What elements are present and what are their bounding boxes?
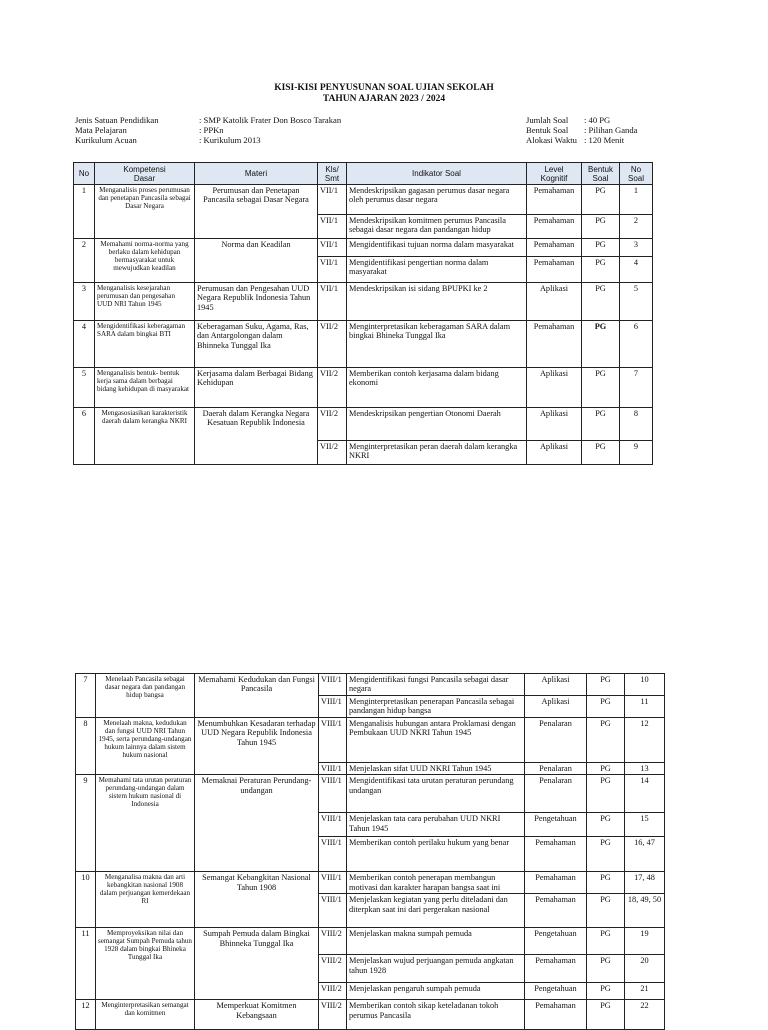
indikator-cell: Menjelaskan kegiatan yang perlu diteladani dan diterpkan saat ini dari pergerakan nasional [347,894,525,928]
kls-cell: VIII/1 [319,718,347,763]
level-cell: Pengetahuan [525,813,587,837]
level-cell: Penalaran [525,775,587,813]
nosoal-cell: 2 [620,215,653,239]
indikator-cell: Mendeskripsikan isi sidang BPUPKI ke 2 [347,283,527,321]
level-cell: Pemahaman [525,955,587,983]
indikator-cell: Memberikan contoh kerjasama dalam bidang ekonomi [347,368,527,408]
kd-cell: Memahami tata urutan peraturan perundang-undangan dalam sistem hukum nasional di Indonesia [96,775,195,872]
nosoal-cell: 17, 48 [625,872,665,894]
kls-cell: VIII/1 [319,837,347,872]
meta-label: Alokasi Waktu [526,135,577,145]
meta-value: : Kurikulum 2013 [199,135,261,145]
col-header-materi: Materi [195,163,318,185]
bentuk-cell: PG [587,928,625,955]
level-cell: Penalaran [525,718,587,763]
nosoal-cell: 15 [625,813,665,837]
indikator-cell: Menjelaskan sifat UUD NKRI Tahun 1945 [347,763,525,775]
kls-cell: VIII/1 [319,894,347,928]
kd-cell: Menganalisis bentuk- bentuk kerja sama dalam berbagai bidang kehidupan di masyarakat [95,368,195,408]
kd-cell: Mengasosiasikan karakteristik daerah dalam kerangka NKRI [95,408,195,465]
level-cell: Pemahaman [527,215,582,239]
indikator-cell: Menjelaskan makna sumpah pemuda [347,928,525,955]
col-header-no: No [74,163,95,185]
kd-cell: Menginterpretasikan semangat dan komitmen [96,1000,195,1030]
level-cell: Pemahaman [527,257,582,283]
kd-cell: Menganalisis kesejarahan perumusan dan pengesahan UUD NRI Tahun 1945 [95,283,195,321]
document-title [14,83,754,105]
table-row [76,718,665,763]
level-cell: Aplikasi [527,441,582,465]
table-row [76,872,665,894]
bentuk-cell: PG [582,368,620,408]
nosoal-cell: 6 [620,321,653,368]
indikator-cell: Menganalisis hubungan antara Proklamasi dengan Pembukaan UUD NKRI Tahun 1945 [347,718,525,763]
meta-value: : 120 Menit [584,135,625,145]
table-row [74,283,653,321]
row-no: 1 [74,185,95,239]
level-cell: Pengetahuan [525,928,587,955]
col-header-kd: Kompetensi Dasar [95,163,195,185]
bentuk-cell: PG [587,696,625,718]
bentuk-cell: PG [587,1000,625,1030]
level-cell: Pemahaman [527,239,582,257]
nosoal-cell: 21 [625,983,665,1000]
indikator-cell: Menjelaskan tata cara perubahan UUD NKRI Tahun 1945 [347,813,525,837]
col-header-nosoal: No Soal [620,163,653,185]
kd-cell: Menelaah Pancasila sebagai dasar negara dan pandangan hidup bangsa [96,674,195,718]
materi-cell: Memaknai Peraturan Perundang-undangan [195,775,319,872]
indikator-cell: Mengidentifikasi pengertian norma dalam masyarakat [347,257,527,283]
row-no: 7 [76,674,96,718]
row-no: 4 [74,321,95,368]
kls-cell: VII/2 [318,408,347,441]
bentuk-cell: PG [582,441,620,465]
materi-cell: Keberagaman Suku, Agama, Ras, dan Antargolongan dalam Bhinneka Tunggal Ika [195,321,318,368]
level-cell: Aplikasi [527,408,582,441]
indikator-cell: Menjelaskan pengaruh sumpah pemuda [347,983,525,1000]
bentuk-cell: PG [587,775,625,813]
indikator-cell: Memberikan contoh sikap keteladanan tokoh perumus Pancasila [347,1000,525,1030]
nosoal-cell: 18, 49, 50 [625,894,665,928]
bentuk-cell: PG [587,837,625,872]
kisi-table-1 [73,162,653,465]
materi-cell: Norma dan Keadilan [195,239,318,283]
level-cell: Pemahaman [525,894,587,928]
bentuk-cell: PG [582,215,620,239]
materi-cell: Semangat Kebangkitan Nasional Tahun 1908 [195,872,319,928]
level-cell: Aplikasi [527,283,582,321]
row-no: 5 [74,368,95,408]
kls-cell: VIII/1 [319,763,347,775]
nosoal-cell: 9 [620,441,653,465]
indikator-cell: Mengidentifikasi tujuan norma dalam masyarakat [347,239,527,257]
row-no: 10 [76,872,96,928]
row-no: 11 [76,928,96,1000]
kd-cell: Menganalisa makna dan arti kebangkitan nasional 1908 dalam perjuangan kemerdekaan RI [96,872,195,928]
indikator-cell: Menginterpretasikan penerapan Pancasila sebagai pandangan hidup bangsa [347,696,525,718]
table-row [74,239,653,257]
materi-cell: Memahami Kedudukan dan Fungsi Pancasila [195,674,319,718]
materi-cell: Daerah dalam Kerangka Negara Kesatuan Republik Indonesia [195,408,318,465]
bentuk-cell: PG [587,718,625,763]
level-cell: Aplikasi [527,368,582,408]
materi-cell: Kerjasama dalam Berbagai Bidang Kehidupan [195,368,318,408]
bentuk-cell: PG [587,674,625,696]
kls-cell: VII/2 [318,368,347,408]
title-line-1: KISI-KISI PENYUSUNAN SOAL UJIAN SEKOLAH [274,83,494,93]
kls-cell: VII/1 [318,283,347,321]
table-row [74,321,653,368]
meta-label: Mata Pelajaran [75,125,127,135]
kls-cell: VIII/2 [319,1000,347,1030]
nosoal-cell: 1 [620,185,653,215]
bentuk-cell: PG [587,763,625,775]
bentuk-cell: PG [587,894,625,928]
materi-cell: Menumbuhkan Kesadaran terhadap UUD Negara Republik Indonesia Tahun 1945 [195,718,319,775]
meta-right [526,115,637,145]
kls-cell: VIII/2 [319,955,347,983]
nosoal-cell: 19 [625,928,665,955]
kls-cell: VIII/1 [319,872,347,894]
bentuk-cell: PG [582,239,620,257]
meta-label: Bentuk Soal [526,125,569,135]
level-cell: Pengetahuan [525,983,587,1000]
kls-cell: VIII/1 [319,813,347,837]
level-cell: Pemahaman [525,1000,587,1030]
bentuk-cell: PG [582,185,620,215]
kls-cell: VII/2 [318,321,347,368]
table-row [74,185,653,215]
row-no: 3 [74,283,95,321]
nosoal-cell: 5 [620,283,653,321]
kd-cell: Mengidentifikasi keberagaman SARA dalam bingkai BTI [95,321,195,368]
table-row [76,674,665,696]
kls-cell: VIII/1 [319,696,347,718]
meta-value: : Pilihan Ganda [584,125,638,135]
meta-label: Jumlah Soal [526,115,569,125]
kls-cell: VIII/1 [319,674,347,696]
col-header-kls: Kls/ Smt [318,163,347,185]
meta-label: Jenis Satuan Pendidikan [75,115,159,125]
kls-cell: VII/1 [318,257,347,283]
nosoal-cell: 16, 47 [625,837,665,872]
table-row [74,368,653,408]
nosoal-cell: 7 [620,368,653,408]
kd-cell: Memahami norma-norma yang berlaku dalam kehidupan bermasyarakat untuk mewujudkan keadilan [95,239,195,283]
table-row [76,1000,665,1030]
kd-cell: Menelaah makna, kedudukan dan fungsi UUD NRI Tahun 1945, serta perundang-undangan hukum lainnya dalam sistem hukum nasional [96,718,195,775]
indikator-cell: Mendeskripsikan gagasan perumus dasar negara oleh perumus dasar negara [347,185,527,215]
materi-cell: Sumpah Pemuda dalam Bingkai Bhinneka Tunggal Ika [195,928,319,1000]
col-header-bentuk: Bentuk Soal [582,163,620,185]
meta-left [75,115,341,145]
kls-cell: VII/2 [318,441,347,465]
row-no: 8 [76,718,96,775]
kd-cell: Menganalisis proses perumusan dan penetapan Pancasila sebagai Dasar Negara [95,185,195,239]
level-cell: Pemahaman [525,837,587,872]
meta-value: : SMP Katolik Frater Don Bosco Tarakan [199,115,342,125]
nosoal-cell: 8 [620,408,653,441]
title-line-2: TAHUN AJARAN 2023 / 2024 [322,94,446,104]
bentuk-cell: PG [587,872,625,894]
kls-cell: VIII/2 [319,983,347,1000]
level-cell: Aplikasi [525,674,587,696]
meta-label: Kurikulum Acuan [75,135,137,145]
meta-value: : PPKn [199,125,224,135]
kls-cell: VIII/2 [319,928,347,955]
indikator-cell: Memberikan contoh perilaku hukum yang benar [347,837,525,872]
indikator-cell: Menginterpretasikan peran daerah dalam kerangka NKRI [347,441,527,465]
table-row [74,408,653,441]
row-no: 6 [74,408,95,465]
nosoal-cell: 20 [625,955,665,983]
col-header-indikator: Indikator Soal [347,163,527,185]
materi-cell: Memperkuat Komitmen Kebangsaan [195,1000,319,1030]
nosoal-cell: 11 [625,696,665,718]
kd-cell: Memproyeksikan nilai dan semangat Sumpah Pemuda tahun 1928 dalam bingkai Bhineka Tunggal Ika [96,928,195,1000]
bentuk-cell: PG [582,408,620,441]
bentuk-cell: PG [587,955,625,983]
bentuk-cell: PG [582,321,620,368]
level-cell: Pemahaman [525,872,587,894]
table-row [76,775,665,813]
nosoal-cell: 12 [625,718,665,763]
indikator-cell: Mendeskripsikan komitmen perumus Pancasila sebagai dasar negara dan pandangan hidup [347,215,527,239]
level-cell: Aplikasi [525,696,587,718]
kls-cell: VII/1 [318,215,347,239]
indikator-cell: Menjelaskan wujud perjuangan pemuda angkatan tahun 1928 [347,955,525,983]
nosoal-cell: 4 [620,257,653,283]
bentuk-cell: PG [587,813,625,837]
bentuk-cell: PG [582,257,620,283]
row-no: 12 [76,1000,96,1030]
bentuk-cell: PG [582,283,620,321]
nosoal-cell: 13 [625,763,665,775]
nosoal-cell: 10 [625,674,665,696]
kls-cell: VIII/1 [319,775,347,813]
kisi-table-2 [75,673,665,1030]
indikator-cell: Menginterpretasikan keberagaman SARA dalam bingkai Bhineka Tunggal Ika [347,321,527,368]
kls-cell: VII/1 [318,185,347,215]
indikator-cell: Memberikan contoh penerapan membangun motivasi dan karakter harapan bangsa saat ini [347,872,525,894]
row-no: 9 [76,775,96,872]
level-cell: Pemahaman [527,185,582,215]
level-cell: Pemahaman [527,321,582,368]
indikator-cell: Mendeskripsikan pengertian Otonomi Daerah [347,408,527,441]
nosoal-cell: 22 [625,1000,665,1030]
bentuk-cell: PG [587,983,625,1000]
row-no: 2 [74,239,95,283]
indikator-cell: Mengidentifikasi fungsi Pancasila sebagai dasar negara [347,674,525,696]
indikator-cell: Mengidentifikasi tata urutan peraturan perundang undangan [347,775,525,813]
kls-cell: VII/1 [318,239,347,257]
table-header-row [74,163,653,185]
materi-cell: Perumusan dan Pengesahan UUD Negara Republik Indonesia Tahun 1945 [195,283,318,321]
nosoal-cell: 3 [620,239,653,257]
col-header-level: Level Kognitif [527,163,582,185]
materi-cell: Perumusan dan Penetapan Pancasila sebagai Dasar Negara [195,185,318,239]
level-cell: Penalaran [525,763,587,775]
meta-value: : 40 PG [584,115,611,125]
table-row [76,928,665,955]
nosoal-cell: 14 [625,775,665,813]
